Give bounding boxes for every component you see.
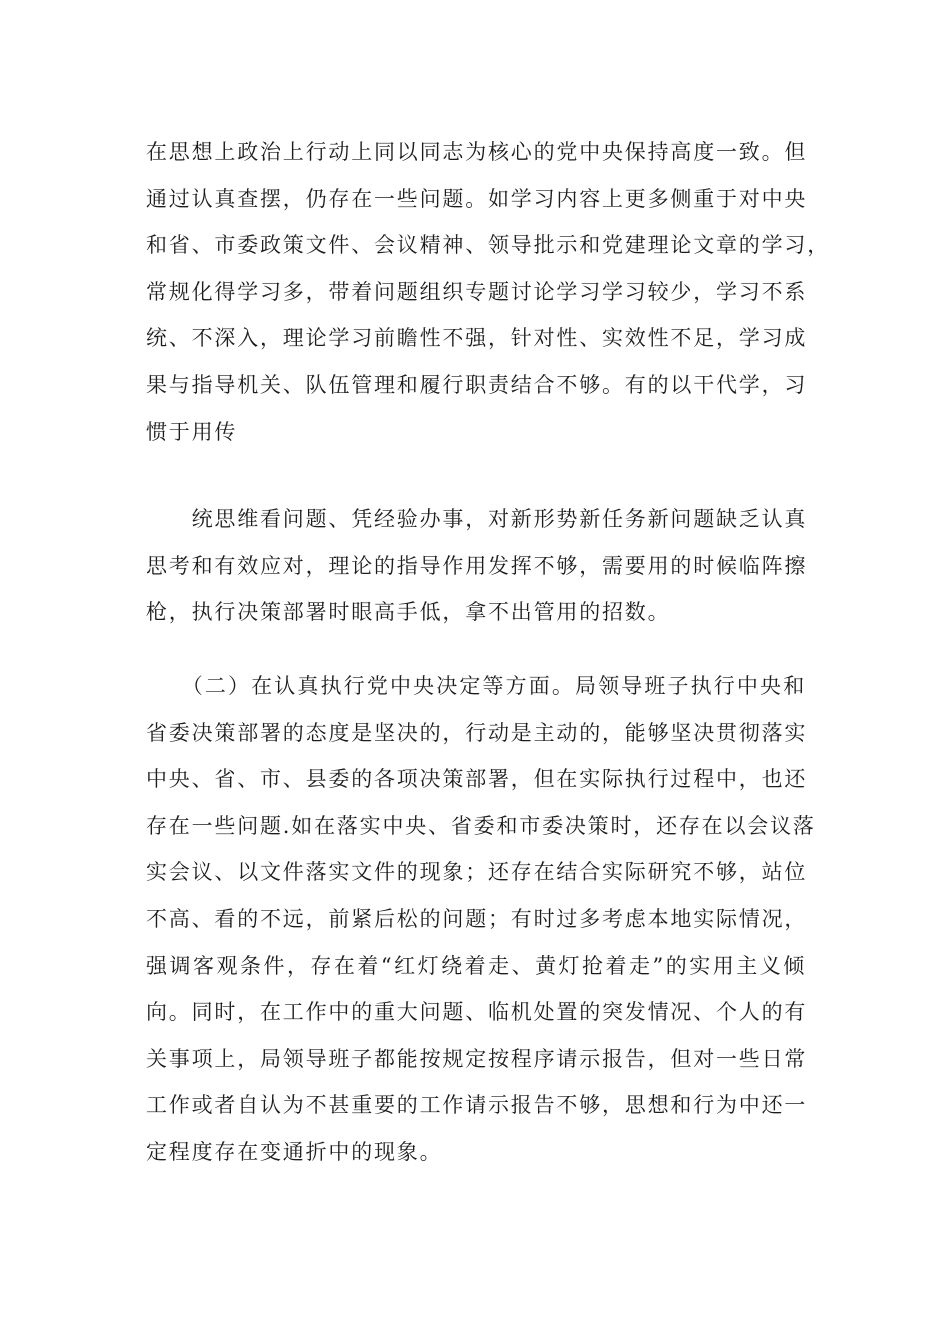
text-line: 中央、省、市、县委的各项决策部署，但在实际执行过程中，也还 — [146, 767, 808, 792]
text-line: 统、不深入，理论学习前瞻性不强，针对性、实效性不足，学习成 — [146, 326, 808, 351]
text-line: 和省、市委政策文件、会议精神、领导批示和党建理论文章的学习， — [146, 233, 830, 258]
paragraph-1 — [146, 129, 830, 455]
text-line: 不高、看的不远，前紧后松的问题；有时过多考虑本地实际情况， — [146, 906, 808, 931]
text-line: 存在一些问题.如在落实中央、省委和市委决策时，还存在以会议落 — [146, 813, 816, 838]
text-line: 枪，执行决策部署时眼高手低，拿不出管用的招数。 — [146, 600, 671, 625]
text-line: 关事项上，局领导班子都能按规定按程序请示报告，但对一些日常 — [146, 1046, 808, 1071]
text-line: 向。同时，在工作中的重大问题、临机处置的突发情况、个人的有 — [146, 1000, 808, 1025]
paragraph-2 — [146, 496, 806, 636]
text-line: 惯于用传 — [146, 419, 238, 444]
text-line: 通过认真查摆，仍存在一些问题。如学习内容上更多侧重于对中央 — [146, 186, 808, 211]
text-line: 果与指导机关、队伍管理和履行职责结合不够。有的以干代学，习 — [146, 372, 808, 397]
text-line: （二）在认真执行党中央决定等方面。局领导班子执行中央和 — [146, 674, 806, 698]
text-line: 强调客观条件，存在着“红灯绕着走、黄灯抢着走”的实用主义倾 — [146, 953, 806, 978]
text-line: 常规化得学习多，带着问题组织专题讨论学习学习较少，学习不系 — [146, 279, 808, 304]
text-line: 思考和有效应对，理论的指导作用发挥不够，需要用的时候临阵擦 — [146, 553, 808, 578]
text-line: 实会议、以文件落实文件的现象；还存在结合实际研究不够，站位 — [146, 860, 808, 885]
text-line: 省委决策部署的态度是坚决的，行动是主动的，能够坚决贯彻落实 — [146, 720, 808, 745]
paragraph-3 — [146, 663, 816, 1176]
text-line: 在思想上政治上行动上同以同志为核心的党中央保持高度一致。但 — [146, 140, 808, 164]
text-line: 统思维看问题、凭经验办事，对新形势新任务新问题缺乏认真 — [146, 507, 808, 531]
text-line: 工作或者自认为不甚重要的工作请示报告不够，思想和行为中还一 — [146, 1093, 808, 1118]
text-line: 定程度存在变通折中的现象。 — [146, 1139, 443, 1164]
